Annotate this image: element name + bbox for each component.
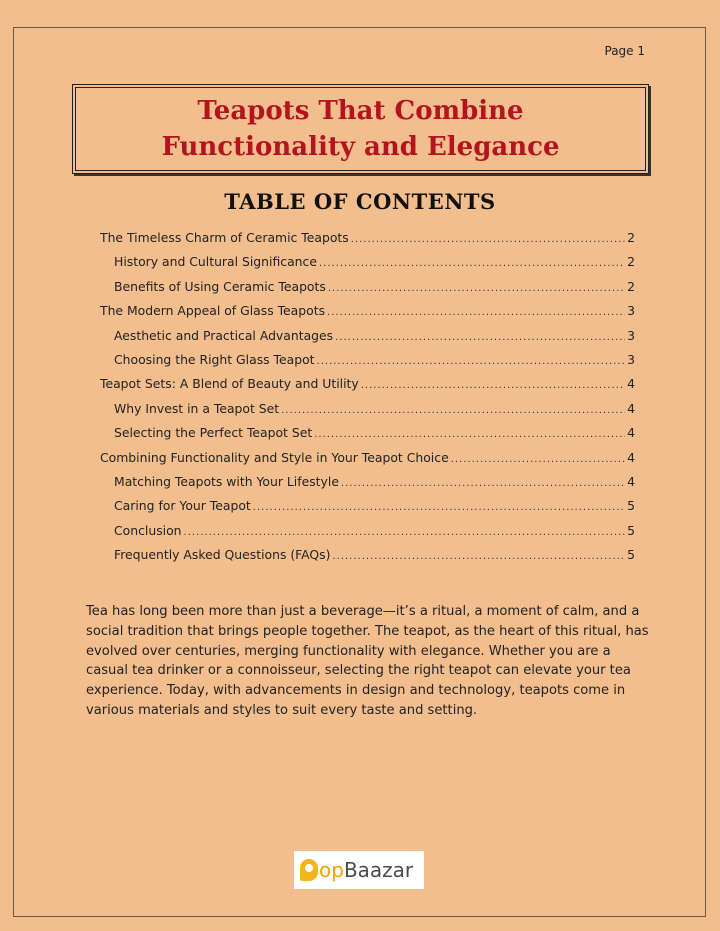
toc-leader-dots xyxy=(314,429,625,440)
toc-leader-dots xyxy=(184,527,626,538)
toc-leader-dots xyxy=(451,454,625,465)
toc-entry[interactable] xyxy=(100,352,635,376)
toc-entry-label: History and Cultural Significance xyxy=(114,254,317,270)
toc-leader-dots xyxy=(327,307,625,318)
toc-entry-page: 5 xyxy=(627,522,635,538)
toc-entry-label: Combining Functionality and Style in Your Teapot Choice xyxy=(100,449,449,465)
toc-leader-dots xyxy=(332,551,625,562)
toc-entry-label: Benefits of Using Ceramic Teapots xyxy=(114,278,326,294)
toc-entry-label: Selecting the Perfect Teapot Set xyxy=(114,425,313,441)
toc-entry-label: Aesthetic and Practical Advantages xyxy=(114,327,334,343)
table-of-contents xyxy=(100,230,635,571)
toc-entry-page: 2 xyxy=(627,230,635,245)
toc-entry-label: The Modern Appeal of Glass Teapots xyxy=(100,303,326,319)
toc-entry-label: The Timeless Charm of Ceramic Teapots xyxy=(100,230,349,245)
toc-entry-page: 5 xyxy=(627,547,635,563)
toc-entry[interactable] xyxy=(100,450,635,474)
toc-entry[interactable] xyxy=(100,376,635,400)
toc-entry-page: 4 xyxy=(627,473,635,489)
logo-text-main: Baazar xyxy=(343,858,414,882)
toc-entry-page: 4 xyxy=(627,425,635,441)
toc-entry-page: 2 xyxy=(627,278,635,294)
toc-leader-dots xyxy=(335,332,625,343)
toc-leader-dots xyxy=(341,478,625,489)
document-title: Teapots That Combine Functionality and Elegance xyxy=(161,96,560,162)
toc-entry[interactable] xyxy=(100,425,635,449)
toc-leader-dots xyxy=(361,380,625,391)
logo-text-accent: op xyxy=(319,858,344,882)
toc-leader-dots xyxy=(319,258,625,269)
toc-entry-page: 3 xyxy=(627,351,635,367)
toc-entry-page: 2 xyxy=(627,254,635,270)
toc-entry-label: Frequently Asked Questions (FAQs) xyxy=(114,547,331,563)
intro-paragraph: Tea has long been more than just a beverage—it’s a ritual, a moment of calm, and a social tradition that brings people together. The teapot, as the heart of this ritual, has evolved over centuries, merging functionality with elegance. Whether you are a casual tea drinker or a connoisseur, selecting the right teapot can elevate your tea experience. Today, with advancements in design and technology, teapots come in various materials and styles to suit every taste and setting. xyxy=(86,604,649,718)
toc-entry-label: Why Invest in a Teapot Set xyxy=(114,400,280,416)
toc-leader-dots xyxy=(351,234,625,245)
toc-entry[interactable] xyxy=(100,523,635,547)
page-number: Page 1 xyxy=(604,44,645,58)
toc-entry[interactable] xyxy=(100,498,635,522)
toc-entry-page: 4 xyxy=(627,400,635,416)
toc-leader-dots xyxy=(281,405,625,416)
toc-entry[interactable] xyxy=(100,230,635,254)
pin-icon xyxy=(300,859,318,881)
logo-text xyxy=(319,858,413,882)
toc-leader-dots xyxy=(328,283,625,294)
toc-entry[interactable] xyxy=(100,328,635,352)
toc-entry[interactable] xyxy=(100,303,635,327)
toc-entry-page: 3 xyxy=(627,303,635,319)
toc-entry-label: Conclusion xyxy=(114,522,182,538)
toc-entry-label: Matching Teapots with Your Lifestyle xyxy=(114,473,339,489)
toc-entry[interactable] xyxy=(100,474,635,498)
toc-entry-page: 5 xyxy=(627,498,635,514)
toc-entry[interactable] xyxy=(100,279,635,303)
toc-entry-label: Caring for Your Teapot xyxy=(114,498,251,514)
toc-entry-page: 4 xyxy=(627,376,635,392)
popbaazar-logo xyxy=(294,851,424,889)
toc-entry[interactable] xyxy=(100,254,635,278)
toc-entry-label: Choosing the Right Glass Teapot xyxy=(114,351,315,367)
toc-heading: TABLE OF CONTENTS xyxy=(224,189,496,214)
toc-leader-dots xyxy=(253,502,625,513)
toc-entry-page: 4 xyxy=(627,449,635,465)
title-box xyxy=(72,84,649,174)
toc-entry-label: Teapot Sets: A Blend of Beauty and Utility xyxy=(100,376,359,392)
toc-entry-page: 3 xyxy=(627,327,635,343)
toc-entry[interactable] xyxy=(100,547,635,571)
toc-entry[interactable] xyxy=(100,401,635,425)
toc-leader-dots xyxy=(317,356,626,367)
